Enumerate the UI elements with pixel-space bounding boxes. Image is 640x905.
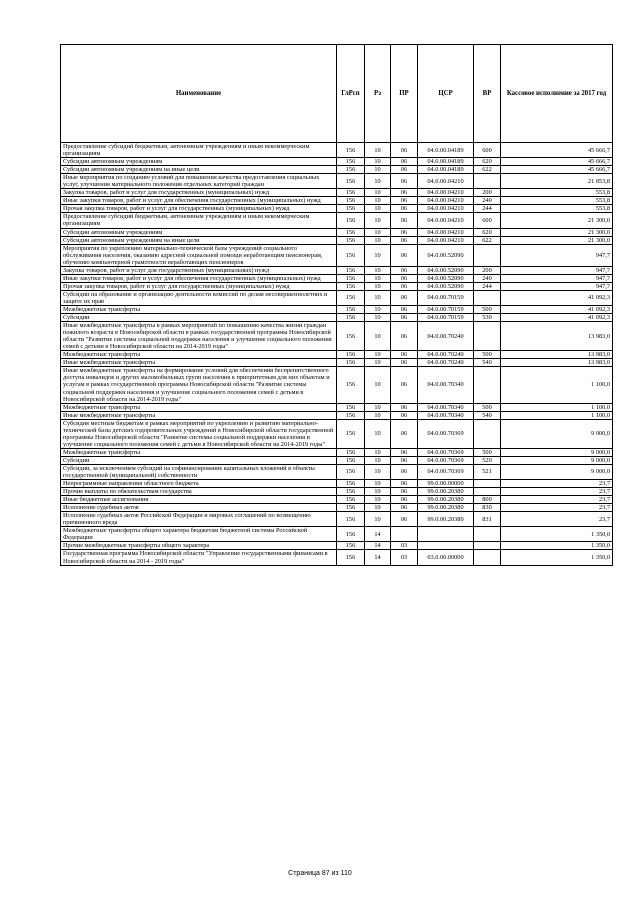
cell-rz: 10 [365,411,391,419]
cell-vr [474,367,501,403]
table-body [61,143,613,566]
cell-sum: 13 983,0 [501,351,613,359]
cell-vr: 500 [474,351,501,359]
cell-vr: 520 [474,456,501,464]
cell-csr: 04.0.00.70340 [418,367,474,403]
cell-sum: 13 983,0 [501,359,613,367]
cell-glrsp: 156 [337,282,365,290]
cell-glrsp: 156 [337,244,365,266]
cell-vr: 244 [474,205,501,213]
cell-csr: 04.0.00.70240 [418,359,474,367]
cell-pr: 06 [391,367,418,403]
cell-vr: 620 [474,158,501,166]
table-row [61,197,613,205]
cell-rz: 10 [365,496,391,504]
cell-csr: 04.0.00.04189 [418,143,474,158]
cell-csr: 04.0.00.04210 [418,174,474,189]
cell-pr: 06 [391,236,418,244]
table-row [61,480,613,488]
cell-sum: 1 100,0 [501,367,613,403]
cell-vr: 240 [474,274,501,282]
table-row [61,322,613,351]
cell-name: Иные межбюджетные трансферты на формирование условий для обеспечения беспрепятственного доступа инвалидов и других маломобильных групп населения к приоритетным для них объектам и услугам в рамках государственной программы Новосибирской области "Развитие системы социальной поддержки населения и улучшение социального положения семей с детьми в Новосибирской области на 2014-2019 годы" [61,367,337,403]
cell-name: Субсидия местным бюджетам в рамках мероприятий по укреплению и развитию материально-технической базы детских оздоровительных учреждений в Новосибирской области государственной программы Новосибирской области "Развитие системы социальной поддержки населения и улучшение социального положения семей с детьми в Новосибирской области на 2014-2019 годы" [61,419,337,448]
cell-sum: 41 092,3 [501,290,613,305]
cell-name: Иные межбюджетные трансферты [61,411,337,419]
budget-table [60,44,613,566]
cell-rz: 10 [365,266,391,274]
cell-glrsp: 156 [337,488,365,496]
cell-pr: 06 [391,290,418,305]
cell-csr: 99.0.00.20380 [418,512,474,527]
cell-name: Закупка товаров, работ и услуг для государственных (муниципальных) нужд [61,266,337,274]
cell-csr: 04.0.00.04210 [418,189,474,197]
cell-rz: 10 [365,236,391,244]
cell-sum: 553,8 [501,205,613,213]
cell-pr: 06 [391,282,418,290]
table-row [61,158,613,166]
cell-glrsp: 156 [337,504,365,512]
cell-name: Субсидии автономным учреждениям [61,158,337,166]
cell-glrsp: 156 [337,266,365,274]
cell-csr: 03.0.00.00000 [418,550,474,565]
cell-name: Межбюджетные трансферты [61,305,337,313]
cell-pr: 06 [391,456,418,464]
cell-vr: 831 [474,512,501,527]
table-row [61,464,613,479]
cell-name: Субсидии [61,456,337,464]
table-row [61,228,613,236]
cell-name: Субсидии на образование и организацию деятельности комиссий по делам несовершеннолетних и защите их прав [61,290,337,305]
cell-glrsp: 156 [337,542,365,550]
cell-rz: 10 [365,322,391,351]
cell-pr: 06 [391,166,418,174]
cell-vr [474,322,501,351]
cell-name: Субсидии, за исключением субсидий на софинансирование капитальных вложений в объекты государственной (муниципальной) собственности [61,464,337,479]
cell-rz: 10 [365,158,391,166]
cell-glrsp: 156 [337,351,365,359]
table-row [61,403,613,411]
cell-sum: 23,7 [501,480,613,488]
table-row [61,512,613,527]
cell-vr: 500 [474,403,501,411]
cell-csr: 04.0.00.04210 [418,228,474,236]
header-vr: ВР [474,45,501,143]
cell-name: Иные закупки товаров, работ и услуг для обеспечения государственных (муниципальных) нужд [61,197,337,205]
cell-glrsp: 156 [337,205,365,213]
cell-csr: 99.0.00.20380 [418,496,474,504]
cell-csr [418,527,474,542]
cell-glrsp: 156 [337,367,365,403]
cell-name: Прочая закупка товаров, работ и услуг для государственных (муниципальных) нужд [61,205,337,213]
cell-name: Иные бюджетные ассигнования [61,496,337,504]
cell-rz: 10 [365,228,391,236]
table-row [61,166,613,174]
cell-rz: 10 [365,143,391,158]
cell-vr [474,527,501,542]
table-row [61,351,613,359]
cell-csr: 04.0.00.04210 [418,197,474,205]
cell-rz: 10 [365,166,391,174]
table-row [61,496,613,504]
table-row [61,456,613,464]
cell-name: Субсидии автономным учреждениям [61,228,337,236]
cell-pr: 06 [391,448,418,456]
cell-pr: 06 [391,464,418,479]
cell-name: Межбюджетные трансферты общего характера бюджетам бюджетной системы Российской Федерации [61,527,337,542]
cell-sum: 1 350,0 [501,550,613,565]
cell-sum: 21 853,8 [501,174,613,189]
cell-pr [391,527,418,542]
cell-vr: 521 [474,464,501,479]
cell-pr: 06 [391,359,418,367]
cell-name: Межбюджетные трансферты [61,403,337,411]
table-row [61,550,613,565]
cell-vr: 830 [474,504,501,512]
cell-vr: 200 [474,266,501,274]
cell-pr: 06 [391,305,418,313]
table-row [61,244,613,266]
cell-glrsp: 156 [337,143,365,158]
cell-glrsp: 156 [337,189,365,197]
cell-pr: 06 [391,322,418,351]
cell-glrsp: 156 [337,236,365,244]
cell-name: Прочие выплаты по обязательствам государства [61,488,337,496]
cell-vr: 240 [474,197,501,205]
cell-rz: 10 [365,244,391,266]
cell-name: Межбюджетные трансферты [61,448,337,456]
cell-pr: 06 [391,504,418,512]
table-row [61,419,613,448]
cell-name: Иные межбюджетные трансферты [61,359,337,367]
cell-glrsp: 156 [337,512,365,527]
cell-csr: 04.0.00.04210 [418,236,474,244]
cell-sum: 41 092,3 [501,314,613,322]
cell-name: Непрограммные направления областного бюджета [61,480,337,488]
cell-rz: 10 [365,274,391,282]
cell-sum: 45 666,7 [501,166,613,174]
cell-vr: 620 [474,228,501,236]
header-name: Наименование [61,45,337,143]
cell-vr [474,290,501,305]
cell-name: Предоставление субсидий бюджетным, автономным учреждениям и иным некоммерческим организациям [61,213,337,228]
table-row [61,236,613,244]
cell-sum: 553,8 [501,197,613,205]
cell-pr: 06 [391,189,418,197]
cell-sum: 21 300,0 [501,236,613,244]
cell-csr: 99.0.00.20380 [418,504,474,512]
cell-name: Предоставление субсидий бюджетным, автономным учреждениям и иным некоммерческим организациям [61,143,337,158]
cell-rz: 10 [365,504,391,512]
table-row [61,205,613,213]
cell-name: Исполнение судебных актов [61,504,337,512]
cell-rz: 10 [365,456,391,464]
cell-sum: 23,7 [501,496,613,504]
cell-csr: 04.0.00.70340 [418,403,474,411]
cell-name: Межбюджетные трансферты [61,351,337,359]
cell-sum: 45 666,7 [501,143,613,158]
cell-csr: 04.0.00.52090 [418,274,474,282]
cell-vr: 200 [474,189,501,197]
cell-rz: 10 [365,174,391,189]
table-row [61,305,613,313]
table-row [61,290,613,305]
cell-csr: 04.0.00.52090 [418,282,474,290]
table-row [61,488,613,496]
table-row [61,527,613,542]
cell-sum: 947,7 [501,244,613,266]
table-row [61,367,613,403]
cell-csr: 04.0.00.70340 [418,411,474,419]
cell-vr [474,542,501,550]
cell-sum: 9 000,0 [501,464,613,479]
cell-name: Иные закупки товаров, работ и услуг для обеспечения государственных (муниципальных) нужд [61,274,337,282]
cell-rz: 10 [365,305,391,313]
cell-glrsp: 156 [337,464,365,479]
cell-name: Иные мероприятия по созданию условий для повышения качества предоставления социальных услуг, улучшения материального положения отдельных категорий граждан [61,174,337,189]
cell-vr: 622 [474,166,501,174]
cell-sum: 1 350,0 [501,527,613,542]
cell-rz: 10 [365,488,391,496]
cell-vr [474,174,501,189]
table-row [61,448,613,456]
cell-rz: 10 [365,189,391,197]
cell-rz: 10 [365,419,391,448]
cell-csr: 04.0.00.04210 [418,213,474,228]
cell-rz: 14 [365,527,391,542]
cell-vr: 540 [474,411,501,419]
cell-vr [474,480,501,488]
cell-csr: 04.0.00.52090 [418,266,474,274]
cell-vr [474,550,501,565]
cell-rz: 10 [365,213,391,228]
cell-name: Иные межбюджетные трансферты в рамках мероприятий по повышению качества жизни граждан пожилого возраста в Новосибирской области в рамках государственной программы Новосибирской области "Развитие системы социальной поддержки населения и улучшение социального положения семей с детьми в Новосибирской области на 2014-2019 годы" [61,322,337,351]
cell-sum: 9 000,0 [501,419,613,448]
cell-rz: 10 [365,448,391,456]
cell-sum: 1 100,0 [501,403,613,411]
cell-name: Государственная программа Новосибирской области "Управление государственными финансами в Новосибирской области на 2014 - 2019 годы" [61,550,337,565]
cell-name: Мероприятия по укреплению материально-технической базы учреждений социального обслуживания населения, оказанию адресной социальной помощи неработающим пенсионерам, обучению компьютерной грамотности неработающих пенсионеров [61,244,337,266]
cell-vr: 500 [474,448,501,456]
cell-csr: 04.0.00.70369 [418,464,474,479]
cell-rz: 10 [365,205,391,213]
cell-vr [474,244,501,266]
cell-sum: 553,8 [501,189,613,197]
cell-pr: 06 [391,213,418,228]
cell-pr: 06 [391,174,418,189]
cell-glrsp: 156 [337,456,365,464]
cell-sum: 21 300,0 [501,213,613,228]
cell-sum: 9 000,0 [501,448,613,456]
cell-sum: 23,7 [501,488,613,496]
cell-glrsp: 156 [337,448,365,456]
cell-glrsp: 156 [337,480,365,488]
cell-glrsp: 156 [337,527,365,542]
cell-pr: 06 [391,480,418,488]
cell-pr: 06 [391,143,418,158]
table-row [61,189,613,197]
cell-pr: 06 [391,314,418,322]
cell-glrsp: 156 [337,322,365,351]
cell-name: Закупка товаров, работ и услуг для государственных (муниципальных) нужд [61,189,337,197]
cell-sum: 13 983,0 [501,322,613,351]
cell-csr: 04.0.00.70369 [418,448,474,456]
cell-pr: 06 [391,266,418,274]
cell-sum: 947,7 [501,266,613,274]
cell-pr: 06 [391,205,418,213]
cell-pr: 06 [391,419,418,448]
cell-rz: 10 [365,197,391,205]
cell-glrsp: 156 [337,290,365,305]
cell-pr: 06 [391,403,418,411]
cell-pr: 06 [391,197,418,205]
cell-csr: 04.0.00.70240 [418,351,474,359]
cell-csr: 99.0.00.00000 [418,480,474,488]
cell-csr: 04.0.00.70240 [418,322,474,351]
cell-csr: 04.0.00.70369 [418,456,474,464]
cell-rz: 10 [365,403,391,411]
table-row [61,213,613,228]
header-glrsp: ГлРсп [337,45,365,143]
cell-glrsp: 156 [337,359,365,367]
cell-rz: 10 [365,464,391,479]
cell-pr: 06 [391,411,418,419]
header-pr: ПР [391,45,418,143]
cell-rz: 10 [365,314,391,322]
cell-glrsp: 156 [337,419,365,448]
table-row [61,411,613,419]
cell-rz: 10 [365,290,391,305]
cell-csr: 04.0.00.04210 [418,205,474,213]
cell-csr: 04.0.00.70159 [418,290,474,305]
cell-pr: 06 [391,488,418,496]
cell-vr: 540 [474,359,501,367]
cell-pr: 06 [391,158,418,166]
cell-sum: 1 100,0 [501,411,613,419]
budget-table-sheet [60,44,612,566]
cell-csr: 04.0.00.70159 [418,314,474,322]
cell-vr: 622 [474,236,501,244]
cell-name: Субсидии автономным учреждениям на иные цели [61,236,337,244]
cell-sum: 23,7 [501,512,613,527]
header-csr: ЦСР [418,45,474,143]
cell-sum: 41 092,3 [501,305,613,313]
cell-glrsp: 156 [337,228,365,236]
table-row [61,143,613,158]
cell-vr: 244 [474,282,501,290]
cell-pr: 03 [391,542,418,550]
cell-pr: 06 [391,228,418,236]
cell-pr: 06 [391,351,418,359]
cell-glrsp: 156 [337,213,365,228]
page-number: Страница 87 из 110 [288,870,352,877]
cell-pr: 06 [391,274,418,282]
cell-rz: 14 [365,542,391,550]
table-row [61,542,613,550]
cell-glrsp: 156 [337,274,365,282]
cell-vr: 500 [474,305,501,313]
cell-sum: 9 000,0 [501,456,613,464]
cell-sum: 947,7 [501,282,613,290]
cell-glrsp: 156 [337,166,365,174]
cell-name: Исполнение судебных актов Российской Федерации и мировых соглашений по возмещению причиненного вреда [61,512,337,527]
cell-name: Прочие межбюджетные трансферты общего характера [61,542,337,550]
cell-glrsp: 156 [337,305,365,313]
table-row [61,314,613,322]
cell-vr: 800 [474,496,501,504]
cell-vr [474,419,501,448]
cell-glrsp: 156 [337,403,365,411]
cell-name: Субсидии автономным учреждениям на иные цели [61,166,337,174]
cell-vr: 530 [474,314,501,322]
cell-rz: 10 [365,282,391,290]
cell-csr [418,542,474,550]
cell-rz: 10 [365,351,391,359]
cell-vr: 600 [474,143,501,158]
cell-csr: 04.0.00.70159 [418,305,474,313]
cell-name: Субсидии [61,314,337,322]
cell-vr [474,488,501,496]
cell-csr: 04.0.00.04189 [418,166,474,174]
header-sum: Кассовое исполнение за 2017 год [501,45,613,143]
cell-glrsp: 156 [337,314,365,322]
cell-pr: 06 [391,496,418,504]
cell-sum: 45 666,7 [501,158,613,166]
cell-rz: 10 [365,480,391,488]
cell-name: Прочая закупка товаров, работ и услуг для государственных (муниципальных) нужд [61,282,337,290]
cell-pr: 03 [391,550,418,565]
header-rz: Рз [365,45,391,143]
cell-rz: 10 [365,359,391,367]
cell-glrsp: 156 [337,411,365,419]
cell-glrsp: 156 [337,550,365,565]
table-row [61,282,613,290]
cell-csr: 04.0.00.70369 [418,419,474,448]
cell-rz: 10 [365,512,391,527]
table-row [61,266,613,274]
table-row [61,274,613,282]
cell-glrsp: 156 [337,174,365,189]
cell-rz: 10 [365,367,391,403]
cell-sum: 947,7 [501,274,613,282]
cell-glrsp: 156 [337,197,365,205]
cell-rz: 14 [365,550,391,565]
table-header-row [61,45,613,143]
cell-pr: 06 [391,244,418,266]
cell-sum: 1 350,0 [501,542,613,550]
cell-sum: 21 300,0 [501,228,613,236]
cell-vr: 600 [474,213,501,228]
table-row [61,359,613,367]
cell-glrsp: 156 [337,496,365,504]
cell-csr: 99.0.00.20380 [418,488,474,496]
table-row [61,504,613,512]
table-row [61,174,613,189]
cell-csr: 04.0.00.52090 [418,244,474,266]
cell-csr: 04.0.00.04189 [418,158,474,166]
cell-sum: 23,7 [501,504,613,512]
cell-glrsp: 156 [337,158,365,166]
cell-pr: 06 [391,512,418,527]
